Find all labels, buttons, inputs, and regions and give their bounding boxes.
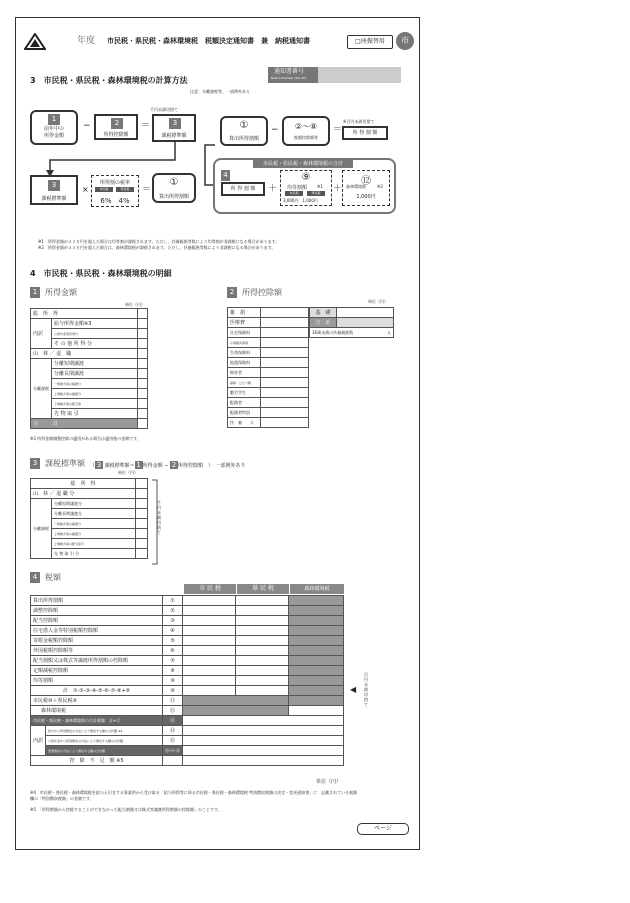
note-4: ※4 市民税・県民税・森林環境税を給与天引きする事業所から受け取る「給与所得等に係る市民税・県民税・森林環境税 特別徴収税額の決定・変更通知書」に 記載されている税額欄の「特別徴収税額」の金額です。 [30,790,358,801]
flow-equals-3: ＝ [142,185,152,195]
flow-round-note-2: ※百円未満切捨て [343,119,375,124]
tax-col-city: 市 民 税 [184,584,236,594]
deduction-title: 所得控除額 [242,288,282,297]
flow-deduction-box: 2 所得控除額 [94,114,138,140]
section-3-title: 3 市民税・県民税・森林環境税の計算方法 [30,76,188,85]
bank-transfer-badge: □座振替用 [347,35,393,49]
tax-col-pref: 県 民 税 [237,584,289,594]
income-unit: 単位（円） [125,302,145,307]
tax-table: 算出所得割額 ① 調整控除額 ② 配当控除額 ③ 住宅借入金等特別税額控除額 ④ 寄附金税額控除額 ⑤ 外国税額控除額等 ⑥ 配当割額又は株式等譲渡所得割額の控除額 ⑦ 定額減税控除額 ⑧ 均等割額 ⑨ 計 ①-②-③-④-⑤-⑥-⑦-⑧+⑨ ⑩ 市民税⑩＋県民税⑩ ⑪ 森林環境税 ⑫ 市民税・県民税・森林環境税の合計税額 ⑪+⑫ ⑬ 内訳 給与から特別徴収の方法により徴収する額の合計額 ※4 ⑭ 公的年金から特別徴収の方法により徴収する額の合計額 ⑮ 普通徴収の方法により徴収する額の合計額 ⑬-⑭-⑮ 控 除 不 足 額 ※5 [30,595,344,766]
city-mark: 市 [396,32,414,50]
flow-rate-box: 所得割の税率 市民税 県民税 6% 4% [91,175,139,207]
flow-income-box: 1 前年中の 所得金額 [30,110,78,145]
note-2: ※2 所得金額が４５万円を超えた場合は、森林環境税が課税されます。ただし、扶養親族等数により非課税になる場合があります。 [38,245,276,250]
income-title: 所得金額 [45,288,77,297]
flow-total-group: 市民税・県民税・森林環境税の合計 [213,158,396,214]
flow-forest-tax-box: ⑫ 森林環境税 ※2 1,000円 [342,170,390,206]
notice-number-value [318,67,401,83]
city-emblem-icon [24,33,46,51]
flow-tax-credit-box: ②〜⑧ 税額控除額等 [282,116,330,146]
note-1: ※1 所得金額が４２万円を超えた場合は均等割が課税されます。ただし、扶養親族等数により均等割が非課税になる場合があります。 [38,239,280,244]
deduction-summary-table: 基 礎 合 計 16歳未満の扶養親族数 人 [309,307,394,338]
page-title: 市民税・県民税・森林環境税 税額決定通知書 兼 納税通知書 [107,37,310,45]
note-5: ※5 「所得割額から控除することができなかった配当割額又は株式等譲渡所得割額の控除額」のことです。 [30,807,222,812]
flow-standard-box-2: 3 課税標準額 [30,175,78,205]
tax-title: 税額 [45,573,61,582]
standard-unit: 単位（円） [118,470,138,475]
flow-total-4: 4 [221,170,230,181]
section-3-note: 注意：分離課税等、一部例外あり [190,89,250,94]
flow-equals-2: ＝ [333,125,343,135]
flow-calc-box-2: ① 算出所得割額 [152,173,196,203]
flow-times: × [82,185,89,194]
flow-income-tax-box: 所 得 割 額 [342,126,388,140]
deduction-unit: 単位（円） [368,299,388,304]
flow-plus-2: ＋ [333,184,343,194]
tax-unit: 単位（円） [316,779,342,785]
standard-title: 課税標準額 [45,459,85,468]
income-note: ※3 所得金額調整控除の適用がある場合は適用後の金額です。 [30,436,141,441]
standard-num: 3 [30,458,40,469]
standard-round-note: 千円未満切捨て [157,500,161,535]
flow-per-capita-box: ⑨ 均等割額 ※1 市民税 県民税 3,000円 1,000円 [280,170,332,206]
flow-total-income-tax: 所 得 割 額 [221,182,265,196]
standard-formula: （ 3 課税標準額＝ 1 所得金額 − 2 所得控除額 ） 一部例外あり [90,461,246,469]
standard-table: 総 所 得 山 林 ／ 退 職 分 分離課税 分離短期譲渡分 分離長期譲渡分 一般株式等の譲渡分 上場株式等の譲渡分 上場株式等の配当等分 先 物 取 引 分 [30,478,148,559]
income-num: 1 [30,287,40,298]
flow-standard-box: 3 課税標準額 [152,114,196,142]
section-4-title: 4 市民税・県民税・森林環境税の明細 [30,269,172,278]
flow-equals: ＝ [141,121,151,131]
flow-round-note: 千円未満切捨て [150,107,178,112]
income-table: 総 所 得 内訳 給与所得金額※3 公的年金等所得分 そ の 他 所 得 分 山 林 ／ 退 職 分離課税 分離短期譲渡 分離長期譲渡 一般株式等の譲渡分 上場株式等の譲渡分 上場株式等の配当等 先 物 取 引 合 計 [30,308,148,429]
flow-plus: ＋ [268,184,278,194]
flow-minus: − [83,121,91,131]
tax-round-arrow: ◀ [350,685,357,694]
page-button[interactable]: ページ [357,823,409,835]
tax-round-note: 百円未満切捨て [364,672,368,707]
year-label: 年度 [77,36,96,46]
tax-num: 4 [30,572,40,583]
flow-minus-2: − [271,125,279,135]
flow-calc-box: ① 算出所得割額 [220,116,268,146]
deduction-num: 2 [227,287,237,298]
tax-col-forest: 森林環境税 [290,584,344,594]
notice-number-label: 通知書番号 Notice Number (Tax ID) [268,67,318,83]
deduction-table: 雑 損 医療費 社会保険料 小規模共済等 生命保険料 地震保険料 障害者 寡婦・ひとり親 勤労学生 配偶者 配偶者特別 扶 養 人 [227,307,309,428]
